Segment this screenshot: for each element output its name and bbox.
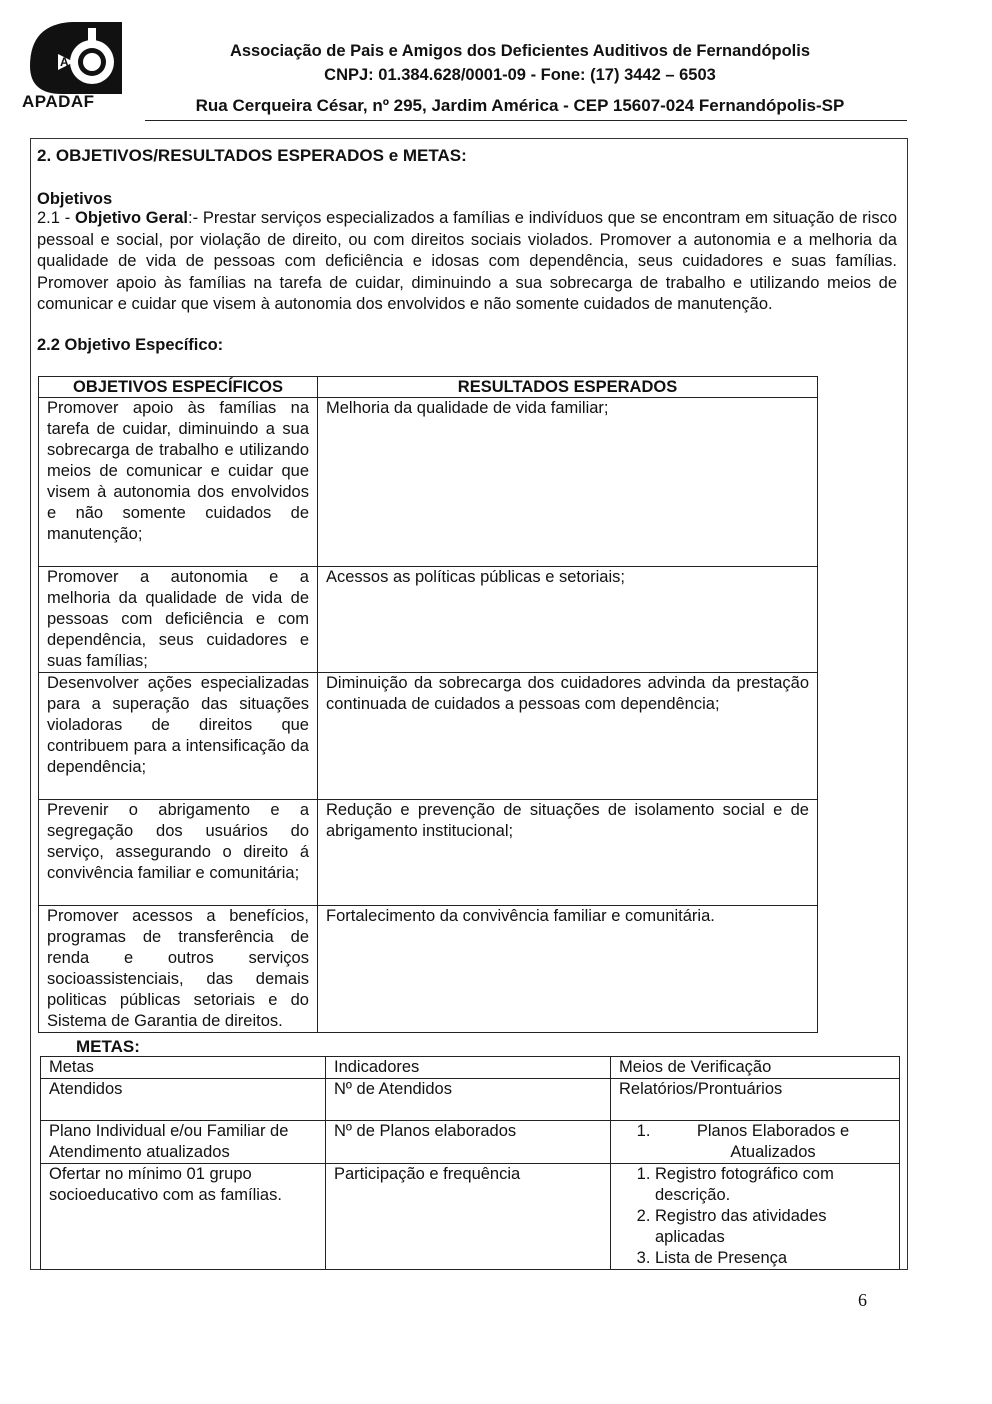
meta-cell: Atendidos (41, 1079, 326, 1121)
table-row (41, 1164, 900, 1270)
specific-objective-heading: 2.2 Objetivo Específico: (37, 336, 224, 354)
general-objective-number: 2.1 - (37, 209, 76, 227)
table-row (39, 567, 818, 673)
result-cell: Acessos as políticas públicas e setoriais; (318, 567, 818, 673)
objectives-table (38, 376, 818, 1033)
meta-cell: Ofertar no mínimo 01 grupo socioeducativo com as famílias. (41, 1164, 326, 1270)
page-number: 6 (858, 1290, 867, 1310)
general-objective-paragraph (37, 208, 897, 316)
org-name: Associação de Pais e Amigos dos Deficientes Auditivos de Fernandópolis (229, 42, 811, 60)
svg-text:A: A (60, 55, 69, 69)
table-row (41, 1121, 900, 1164)
list-item: 1. Registro fotográfico com descrição. (655, 1164, 891, 1206)
list-item: 3. Lista de Presença (655, 1248, 891, 1269)
indicator-cell: Nº de Atendidos (326, 1079, 611, 1121)
metas-table (40, 1056, 900, 1270)
table-row (39, 398, 818, 567)
objective-cell: Desenvolver ações especializadas para a superação das situações violadoras de direitos que contribuem para a intensificação da dependência; (39, 673, 318, 800)
org-cnpj-phone: CNPJ: 01.384.628/0001-09 - Fone: (17) 3442 – 6503 (324, 66, 716, 84)
table-row (41, 1079, 900, 1121)
column-header: Meios de Verificação (611, 1057, 900, 1079)
table-header-row (39, 377, 818, 398)
metas-heading: METAS: (76, 1037, 140, 1056)
general-objective-text: :- Prestar serviços especializados a famílias e indivíduos que se encontram em situação de risco pessoal e social, por violação de direito, ou com direitos sociais violados. Promover a autonomia e a melhoria da qualidade de vida de pessoas com deficiência e idosas com dependência, seus cuidadores e suas famílias. Promover apoio às famílias na tarefa de cuidar, diminuindo a sua sobrecarga de trabalho e utilizando meios de comunicar e cuidar que visem à autonomia dos envolvidos e não somente cuidados de manutenção. (37, 209, 897, 314)
section-title: 2. OBJETIVOS/RESULTADOS ESPERADOS e METAS: (37, 146, 467, 165)
general-objective-label: Objetivo Geral (75, 209, 189, 227)
column-header: Indicadores (326, 1057, 611, 1079)
list-item: 1. Planos Elaborados e Atualizados (655, 1121, 891, 1163)
list-item: 2. Registro das atividades aplicadas (655, 1206, 891, 1248)
indicator-cell: Participação e frequência (326, 1164, 611, 1270)
column-header: OBJETIVOS ESPECÍFICOS (39, 377, 318, 398)
verification-cell (611, 1164, 900, 1270)
logo-wordmark: APADAF (22, 92, 95, 111)
column-header: Metas (41, 1057, 326, 1079)
result-cell: Melhoria da qualidade de vida familiar; (318, 398, 818, 567)
table-row (39, 906, 818, 1033)
org-address: Rua Cerqueira César, nº 295, Jardim América - CEP 15607-024 Fernandópolis-SP (195, 96, 845, 115)
indicator-cell: Nº de Planos elaborados (326, 1121, 611, 1164)
objective-cell: Promover a autonomia e a melhoria da qualidade de vida de pessoas com deficiência e com dependência, seus cuidadores e suas famílias; (39, 567, 318, 673)
result-cell: Diminuição da sobrecarga dos cuidadores advinda da prestação continuada de cuidados a pessoas com dependência; (318, 673, 818, 800)
verification-cell (611, 1121, 900, 1164)
meta-cell: Plano Individual e/ou Familiar de Atendimento atualizados (41, 1121, 326, 1164)
objective-cell: Promover apoio às famílias na tarefa de cuidar, diminuindo a sua sobrecarga de trabalho e utilizando meios de comunicar e cuidar que visem à autonomia dos envolvidos e não somente cuidados de manutenção; (39, 398, 318, 567)
table-row (39, 800, 818, 906)
header-divider (145, 120, 907, 121)
result-cell: Redução e prevenção de situações de isolamento social e de abrigamento institucional; (318, 800, 818, 906)
column-header: RESULTADOS ESPERADOS (318, 377, 818, 398)
verification-cell: Relatórios/Prontuários (611, 1079, 900, 1121)
table-row (39, 673, 818, 800)
result-cell: Fortalecimento da convivência familiar e comunitária. (318, 906, 818, 1033)
table-header-row (41, 1057, 900, 1079)
objective-cell: Prevenir o abrigamento e a segregação dos usuários do serviço, assegurando o direito á convivência familiar e comunitária; (39, 800, 318, 906)
objetivos-heading: Objetivos (37, 190, 113, 208)
objective-cell: Promover acessos a benefícios, programas de transferência de renda e outros serviços socioassistenciais, das demais politicas públicas setoriais e do Sistema de Garantia de direitos. (39, 906, 318, 1033)
